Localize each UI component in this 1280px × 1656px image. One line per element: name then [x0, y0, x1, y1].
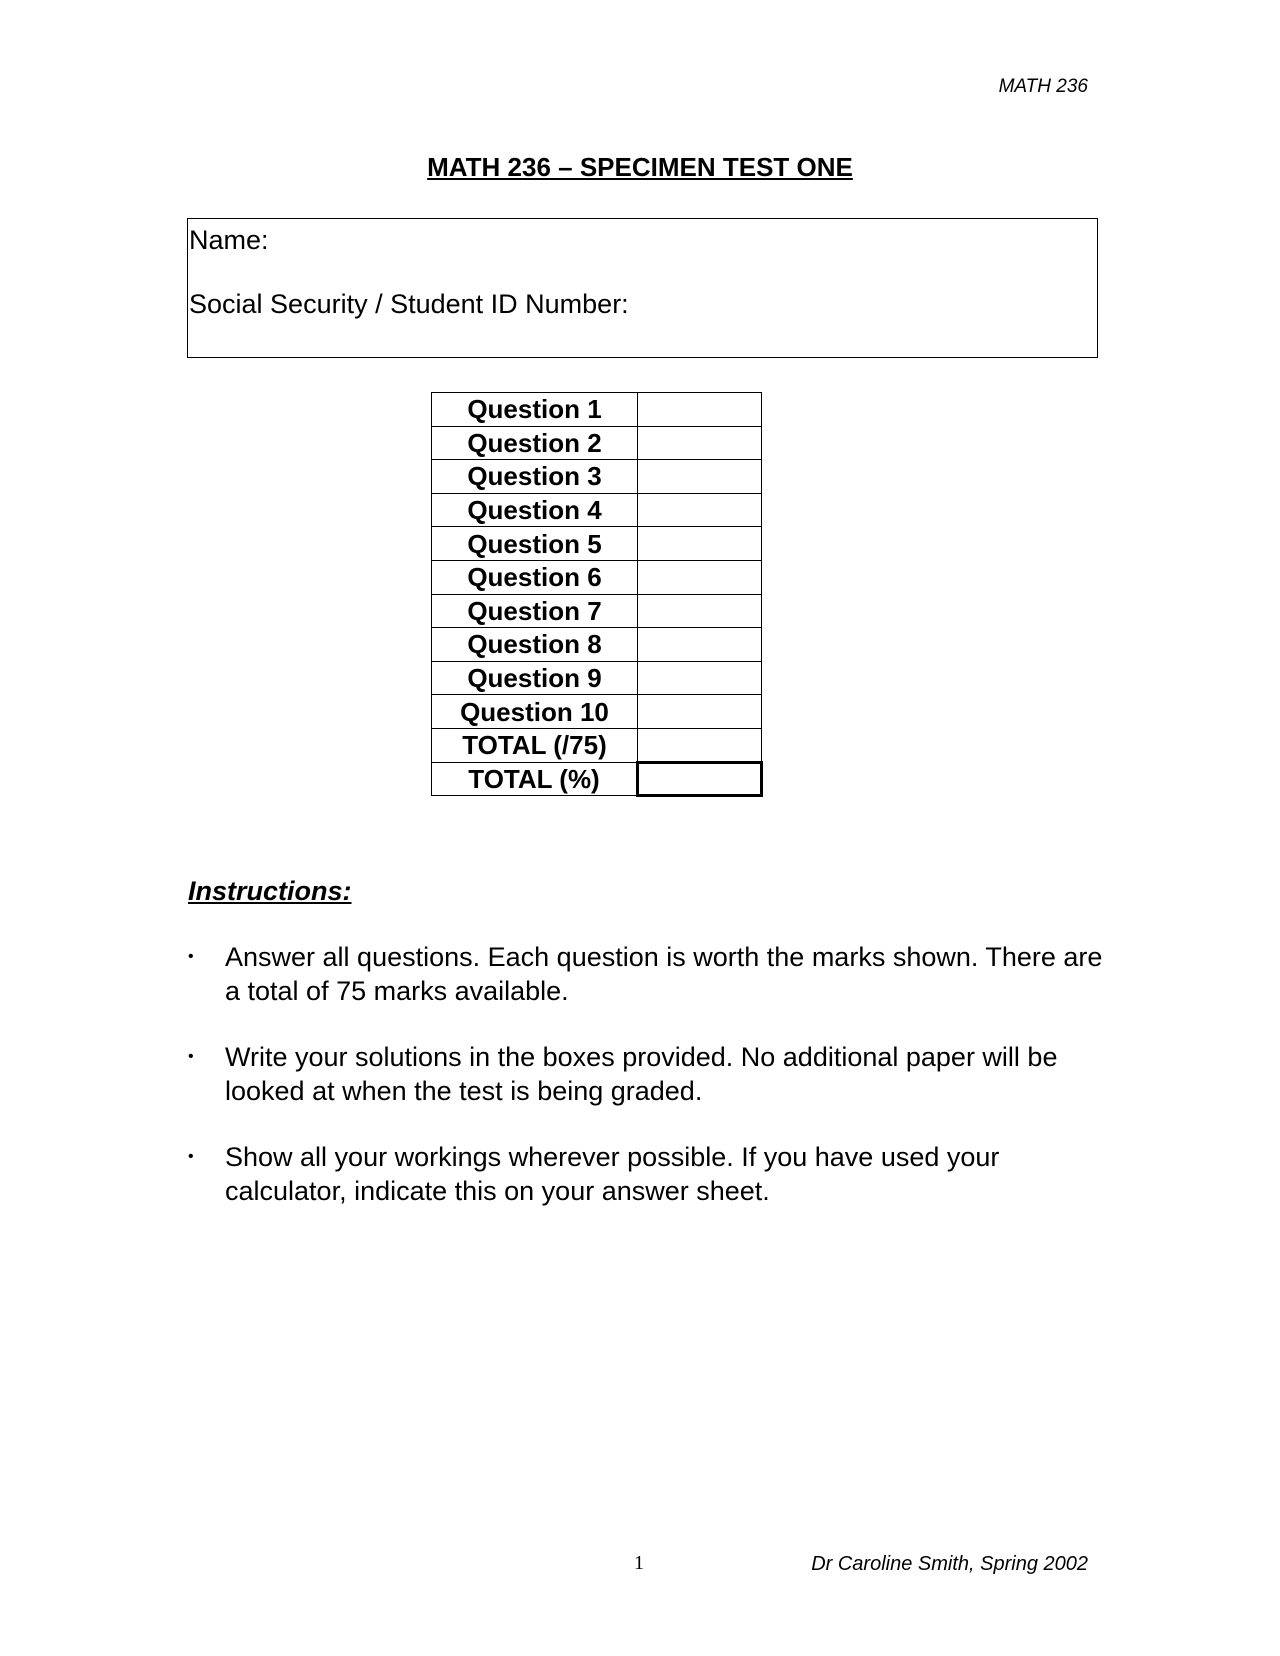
bullet-icon: •: [188, 1048, 194, 1065]
score-cell: [638, 426, 762, 460]
row-label: Question 3: [432, 460, 638, 494]
page-title: MATH 236 – SPECIMEN TEST ONE: [427, 152, 853, 182]
table-row: [432, 661, 762, 695]
score-cell: [638, 493, 762, 527]
table-row: [432, 560, 762, 594]
score-cell: [638, 628, 762, 662]
instruction-text: Write your solutions in the boxes provided. No additional paper will be looked at when the test is being graded.: [225, 1042, 1058, 1106]
row-label: Question 6: [432, 560, 638, 594]
table-row: [432, 527, 762, 561]
table-row: [432, 594, 762, 628]
score-cell: [638, 728, 762, 762]
table-row: [432, 460, 762, 494]
score-cell: [638, 594, 762, 628]
table-row: [432, 728, 762, 762]
page-number: 1: [634, 1552, 644, 1574]
row-label: Question 1: [432, 393, 638, 427]
score-cell: [638, 527, 762, 561]
student-id-label: Social Security / Student ID Number:: [189, 289, 629, 319]
score-cell: [638, 695, 762, 729]
row-label: TOTAL (/75): [432, 728, 638, 762]
row-label: Question 5: [432, 527, 638, 561]
row-label: Question 4: [432, 493, 638, 527]
header-course: MATH 236: [998, 76, 1088, 97]
table-row: [432, 695, 762, 729]
footer-author: Dr Caroline Smith, Spring 2002: [811, 1553, 1088, 1575]
table-row: [432, 426, 762, 460]
list-item: [188, 1040, 1108, 1108]
bullet-icon: •: [188, 1148, 194, 1165]
row-label: Question 2: [432, 426, 638, 460]
score-cell: [638, 393, 762, 427]
table-row: [432, 393, 762, 427]
instruction-text: Answer all questions. Each question is worth the marks shown. There are a total of 75 marks available.: [225, 942, 1103, 1006]
row-label: Question 10: [432, 695, 638, 729]
student-info-box: [187, 218, 1098, 358]
row-label: Question 8: [432, 628, 638, 662]
table-row: [432, 628, 762, 662]
score-cell: [638, 460, 762, 494]
table-row: [432, 762, 762, 796]
row-label: Question 9: [432, 661, 638, 695]
score-cell: [638, 762, 762, 796]
score-cell: [638, 560, 762, 594]
list-item: [188, 940, 1108, 1008]
name-label: Name:: [189, 225, 269, 255]
instructions-heading: Instructions:: [188, 876, 352, 906]
row-label: Question 7: [432, 594, 638, 628]
row-label: TOTAL (%): [432, 762, 638, 796]
score-table: [431, 392, 763, 797]
instruction-text: Show all your workings wherever possible. If you have used your calculator, indicate this on your answer sheet.: [225, 1142, 1000, 1206]
list-item: [188, 1140, 1108, 1208]
instructions-list: [188, 940, 1108, 1240]
score-cell: [638, 661, 762, 695]
table-row: [432, 493, 762, 527]
bullet-icon: •: [188, 948, 194, 965]
